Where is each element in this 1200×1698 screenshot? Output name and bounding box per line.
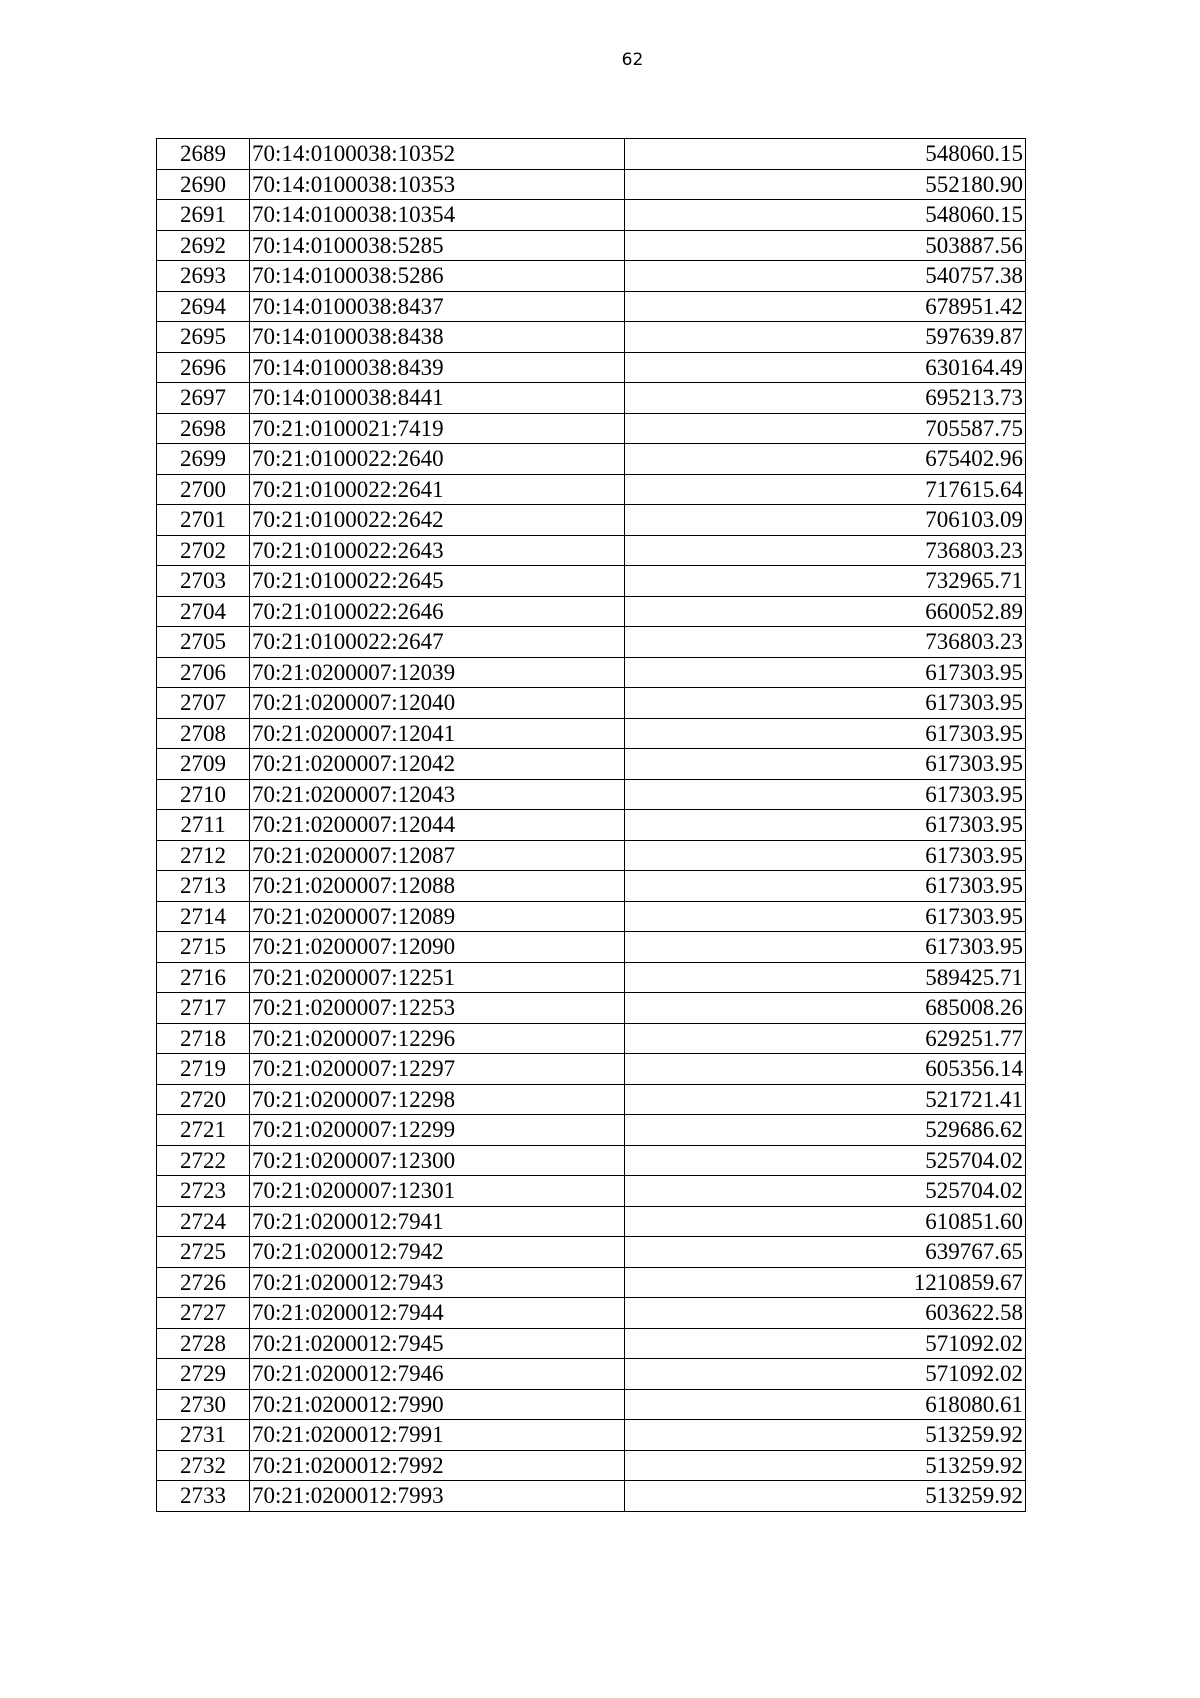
table-row — [157, 1389, 1026, 1420]
value-cell: 617303.95 — [625, 688, 1026, 719]
cadastral-number-cell: 70:21:0200007:12089 — [250, 901, 625, 932]
cadastral-number-cell: 70:14:0100038:10353 — [250, 169, 625, 200]
table-row — [157, 1145, 1026, 1176]
row-number-cell: 2719 — [157, 1054, 250, 1085]
cadastral-number-cell: 70:21:0200012:7944 — [250, 1298, 625, 1329]
cadastral-number-cell: 70:21:0200007:12088 — [250, 871, 625, 902]
value-cell: 639767.65 — [625, 1237, 1026, 1268]
cadastral-number-cell: 70:21:0200012:7992 — [250, 1450, 625, 1481]
table-row — [157, 993, 1026, 1024]
value-cell: 617303.95 — [625, 718, 1026, 749]
row-number-cell: 2729 — [157, 1359, 250, 1390]
row-number-cell: 2706 — [157, 657, 250, 688]
row-number-cell: 2703 — [157, 566, 250, 597]
cadastral-number-cell: 70:14:0100038:8438 — [250, 322, 625, 353]
row-number-cell: 2717 — [157, 993, 250, 1024]
value-cell: 525704.02 — [625, 1176, 1026, 1207]
cadastral-number-cell: 70:21:0200012:7990 — [250, 1389, 625, 1420]
value-cell: 732965.71 — [625, 566, 1026, 597]
cadastral-number-cell: 70:21:0200007:12297 — [250, 1054, 625, 1085]
row-number-cell: 2696 — [157, 352, 250, 383]
table-row — [157, 200, 1026, 231]
value-cell: 617303.95 — [625, 779, 1026, 810]
table-row — [157, 474, 1026, 505]
row-number-cell: 2726 — [157, 1267, 250, 1298]
value-cell: 617303.95 — [625, 749, 1026, 780]
table-row — [157, 413, 1026, 444]
table-row — [157, 505, 1026, 536]
cadastral-number-cell: 70:21:0100022:2642 — [250, 505, 625, 536]
table-row — [157, 1450, 1026, 1481]
cadastral-number-cell: 70:21:0200007:12298 — [250, 1084, 625, 1115]
cadastral-number-cell: 70:21:0200012:7946 — [250, 1359, 625, 1390]
row-number-cell: 2725 — [157, 1237, 250, 1268]
table-row — [157, 1481, 1026, 1512]
value-cell: 678951.42 — [625, 291, 1026, 322]
cadastral-number-cell: 70:21:0100022:2640 — [250, 444, 625, 475]
cadastral-number-cell: 70:21:0200012:7941 — [250, 1206, 625, 1237]
cadastral-number-cell: 70:21:0100021:7419 — [250, 413, 625, 444]
table-row — [157, 627, 1026, 658]
cadastral-number-cell: 70:21:0100022:2645 — [250, 566, 625, 597]
table-row — [157, 718, 1026, 749]
cadastral-number-cell: 70:21:0100022:2641 — [250, 474, 625, 505]
row-number-cell: 2697 — [157, 383, 250, 414]
cadastral-number-cell: 70:21:0200007:12296 — [250, 1023, 625, 1054]
row-number-cell: 2700 — [157, 474, 250, 505]
row-number-cell: 2721 — [157, 1115, 250, 1146]
row-number-cell: 2730 — [157, 1389, 250, 1420]
table-row — [157, 535, 1026, 566]
row-number-cell: 2733 — [157, 1481, 250, 1512]
table-row — [157, 1115, 1026, 1146]
cadastral-number-cell: 70:14:0100038:5286 — [250, 261, 625, 292]
table-row — [157, 169, 1026, 200]
cadastral-number-cell: 70:21:0200007:12040 — [250, 688, 625, 719]
value-cell: 630164.49 — [625, 352, 1026, 383]
cadastral-number-cell: 70:21:0200007:12039 — [250, 657, 625, 688]
table-row — [157, 932, 1026, 963]
table-row — [157, 901, 1026, 932]
cadastral-number-cell: 70:14:0100038:5285 — [250, 230, 625, 261]
cadastral-number-cell: 70:21:0200007:12043 — [250, 779, 625, 810]
table-row — [157, 444, 1026, 475]
row-number-cell: 2689 — [157, 139, 250, 170]
value-cell: 685008.26 — [625, 993, 1026, 1024]
row-number-cell: 2691 — [157, 200, 250, 231]
table-row — [157, 1359, 1026, 1390]
value-cell: 540757.38 — [625, 261, 1026, 292]
value-cell: 521721.41 — [625, 1084, 1026, 1115]
row-number-cell: 2710 — [157, 779, 250, 810]
cadastral-number-cell: 70:21:0100022:2647 — [250, 627, 625, 658]
row-number-cell: 2731 — [157, 1420, 250, 1451]
value-cell: 617303.95 — [625, 932, 1026, 963]
value-cell: 548060.15 — [625, 200, 1026, 231]
cadastral-number-cell: 70:21:0200007:12042 — [250, 749, 625, 780]
value-cell: 1210859.67 — [625, 1267, 1026, 1298]
table-row — [157, 352, 1026, 383]
row-number-cell: 2698 — [157, 413, 250, 444]
row-number-cell: 2718 — [157, 1023, 250, 1054]
row-number-cell: 2704 — [157, 596, 250, 627]
value-cell: 617303.95 — [625, 901, 1026, 932]
cadastral-number-cell: 70:21:0200012:7945 — [250, 1328, 625, 1359]
row-number-cell: 2715 — [157, 932, 250, 963]
row-number-cell: 2714 — [157, 901, 250, 932]
value-cell: 605356.14 — [625, 1054, 1026, 1085]
table-row — [157, 1328, 1026, 1359]
cadastral-number-cell: 70:21:0200007:12251 — [250, 962, 625, 993]
table-row — [157, 779, 1026, 810]
value-cell: 529686.62 — [625, 1115, 1026, 1146]
cadastral-number-cell: 70:14:0100038:8439 — [250, 352, 625, 383]
table-row — [157, 871, 1026, 902]
row-number-cell: 2699 — [157, 444, 250, 475]
table-row — [157, 322, 1026, 353]
value-cell: 589425.71 — [625, 962, 1026, 993]
table-row — [157, 657, 1026, 688]
cadastral-number-cell: 70:21:0200007:12041 — [250, 718, 625, 749]
row-number-cell: 2723 — [157, 1176, 250, 1207]
cadastral-number-cell: 70:21:0200007:12044 — [250, 810, 625, 841]
row-number-cell: 2712 — [157, 840, 250, 871]
value-cell: 717615.64 — [625, 474, 1026, 505]
cadastral-number-cell: 70:14:0100038:10354 — [250, 200, 625, 231]
table-row — [157, 261, 1026, 292]
table-row — [157, 810, 1026, 841]
cadastral-number-cell: 70:21:0200007:12299 — [250, 1115, 625, 1146]
cadastral-number-cell: 70:14:0100038:8437 — [250, 291, 625, 322]
cadastral-number-cell: 70:14:0100038:10352 — [250, 139, 625, 170]
table-row — [157, 840, 1026, 871]
row-number-cell: 2693 — [157, 261, 250, 292]
value-cell: 513259.92 — [625, 1420, 1026, 1451]
table-row — [157, 1084, 1026, 1115]
cadastral-number-cell: 70:21:0200012:7993 — [250, 1481, 625, 1512]
value-cell: 695213.73 — [625, 383, 1026, 414]
value-cell: 618080.61 — [625, 1389, 1026, 1420]
cadastral-number-cell: 70:21:0100022:2646 — [250, 596, 625, 627]
value-cell: 513259.92 — [625, 1481, 1026, 1512]
row-number-cell: 2727 — [157, 1298, 250, 1329]
row-number-cell: 2707 — [157, 688, 250, 719]
table-row — [157, 230, 1026, 261]
cadastral-number-cell: 70:21:0200007:12253 — [250, 993, 625, 1024]
table-row — [157, 566, 1026, 597]
value-cell: 617303.95 — [625, 657, 1026, 688]
row-number-cell: 2728 — [157, 1328, 250, 1359]
value-cell: 610851.60 — [625, 1206, 1026, 1237]
row-number-cell: 2694 — [157, 291, 250, 322]
table-row — [157, 383, 1026, 414]
row-number-cell: 2720 — [157, 1084, 250, 1115]
row-number-cell: 2722 — [157, 1145, 250, 1176]
cadastral-number-cell: 70:21:0200012:7991 — [250, 1420, 625, 1451]
row-number-cell: 2711 — [157, 810, 250, 841]
value-cell: 736803.23 — [625, 627, 1026, 658]
table-row — [157, 1237, 1026, 1268]
row-number-cell: 2708 — [157, 718, 250, 749]
row-number-cell: 2692 — [157, 230, 250, 261]
table-body — [157, 139, 1026, 1512]
table-row — [157, 291, 1026, 322]
value-cell: 571092.02 — [625, 1328, 1026, 1359]
cadastral-number-cell: 70:21:0100022:2643 — [250, 535, 625, 566]
cadastral-number-cell: 70:21:0200007:12301 — [250, 1176, 625, 1207]
value-cell: 706103.09 — [625, 505, 1026, 536]
table-row — [157, 1176, 1026, 1207]
cadastral-number-cell: 70:14:0100038:8441 — [250, 383, 625, 414]
value-cell: 617303.95 — [625, 871, 1026, 902]
row-number-cell: 2713 — [157, 871, 250, 902]
cadastral-number-cell: 70:21:0200007:12087 — [250, 840, 625, 871]
table-row — [157, 749, 1026, 780]
value-cell: 660052.89 — [625, 596, 1026, 627]
value-cell: 503887.56 — [625, 230, 1026, 261]
value-cell: 736803.23 — [625, 535, 1026, 566]
value-cell: 552180.90 — [625, 169, 1026, 200]
cadastral-number-cell: 70:21:0200012:7943 — [250, 1267, 625, 1298]
cadastral-number-cell: 70:21:0200007:12090 — [250, 932, 625, 963]
row-number-cell: 2695 — [157, 322, 250, 353]
table-row — [157, 1420, 1026, 1451]
row-number-cell: 2705 — [157, 627, 250, 658]
table-row — [157, 1023, 1026, 1054]
value-cell: 629251.77 — [625, 1023, 1026, 1054]
row-number-cell: 2709 — [157, 749, 250, 780]
row-number-cell: 2732 — [157, 1450, 250, 1481]
table-row — [157, 1298, 1026, 1329]
table-row — [157, 1054, 1026, 1085]
value-cell: 705587.75 — [625, 413, 1026, 444]
table-row — [157, 139, 1026, 170]
page-number: 62 — [621, 50, 644, 70]
value-cell: 603622.58 — [625, 1298, 1026, 1329]
table-row — [157, 688, 1026, 719]
value-cell: 525704.02 — [625, 1145, 1026, 1176]
value-cell: 571092.02 — [625, 1359, 1026, 1390]
cadastral-number-cell: 70:21:0200012:7942 — [250, 1237, 625, 1268]
row-number-cell: 2690 — [157, 169, 250, 200]
value-cell: 617303.95 — [625, 840, 1026, 871]
row-number-cell: 2716 — [157, 962, 250, 993]
row-number-cell: 2701 — [157, 505, 250, 536]
table-row — [157, 1206, 1026, 1237]
table-row — [157, 962, 1026, 993]
value-cell: 548060.15 — [625, 139, 1026, 170]
cadastral-number-cell: 70:21:0200007:12300 — [250, 1145, 625, 1176]
table-row — [157, 596, 1026, 627]
row-number-cell: 2702 — [157, 535, 250, 566]
value-cell: 617303.95 — [625, 810, 1026, 841]
value-cell: 597639.87 — [625, 322, 1026, 353]
row-number-cell: 2724 — [157, 1206, 250, 1237]
table-row — [157, 1267, 1026, 1298]
data-table — [156, 138, 1026, 1512]
value-cell: 675402.96 — [625, 444, 1026, 475]
value-cell: 513259.92 — [625, 1450, 1026, 1481]
